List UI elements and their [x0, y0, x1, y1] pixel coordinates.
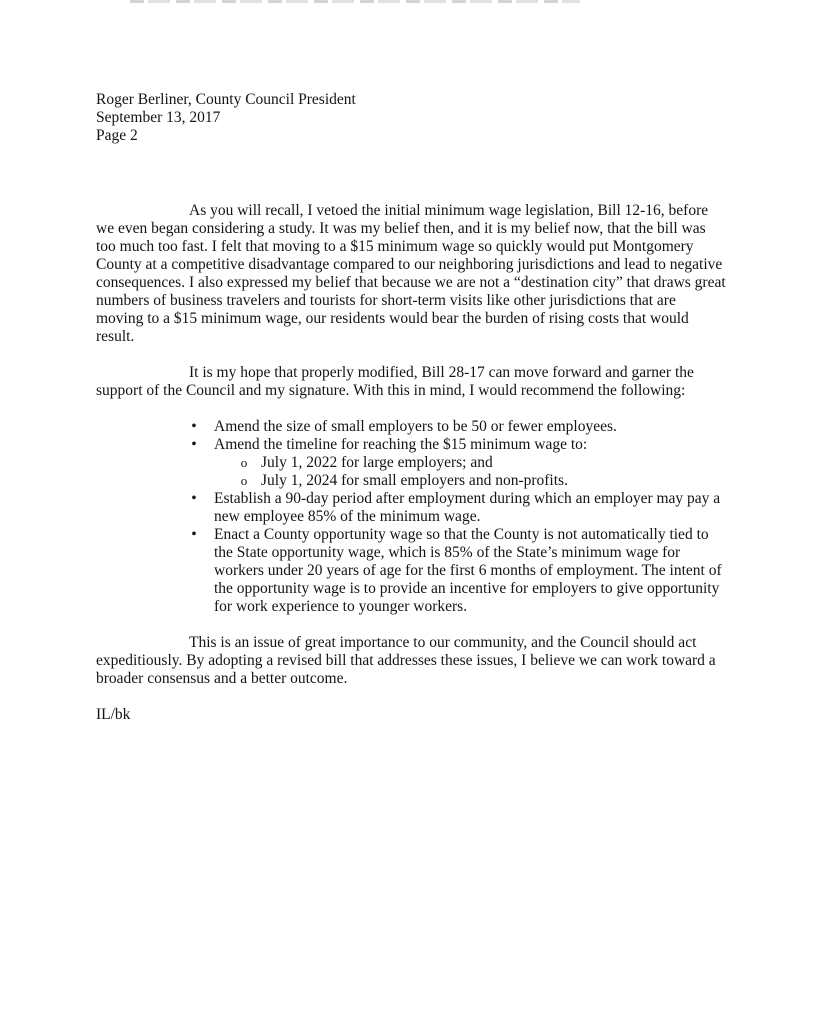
- bullet-icon: •: [191, 436, 197, 453]
- list-item-text: Establish a 90-day period after employment during which an employer may pay a new employee 85% of the minimum wage.: [214, 490, 721, 525]
- list-item: [191, 436, 726, 490]
- paragraph-veto-history: As you will recall, I vetoed the initial minimum wage legislation, Bill 12-16, before we even began considering a study. It was my belief then, and it is my belief now, that the bill was too much too fast. I felt that moving to a $15 minimum wage so quickly would put Montgomery County at a competitive disadvantage compared to our neighboring jurisdictions and lead to negative consequences. I also expressed my belief that because we are not a “destination city” that draws great numbers of business travelers and tourists for short-term visits like other jurisdictions that are moving to a $15 minimum wage, our residents would bear the burden of rising costs that would result.: [96, 202, 726, 345]
- list-item: [191, 418, 726, 436]
- recommendation-list: [96, 418, 726, 616]
- recipient-line: Roger Berliner, County Council President: [96, 91, 356, 108]
- letter-body: [96, 202, 726, 724]
- bullet-icon: •: [191, 490, 197, 507]
- circle-bullet-icon: o: [240, 473, 248, 488]
- list-item: [191, 526, 726, 616]
- circle-bullet-icon: o: [240, 455, 248, 470]
- list-item-text: Enact a County opportunity wage so that the County is not automatically tied to the State opportunity wage, which is 85% of the State’s minimum wage for workers under 20 years of age for the first 6 months of employment. The intent of the opportunity wage is to provide an incentive for employers to give opportunity for work experience to younger workers.: [214, 526, 722, 615]
- list-item-text: Amend the timeline for reaching the $15 minimum wage to:: [214, 436, 588, 453]
- bullet-icon: •: [191, 526, 197, 543]
- paragraph-closing: This is an issue of great importance to our community, and the Council should act expeditiously. By adopting a revised bill that addresses these issues, I believe we can work toward a broader consensus and a better outcome.: [96, 634, 716, 687]
- date-line: September 13, 2017: [96, 109, 221, 126]
- bullet-icon: •: [191, 418, 197, 435]
- sub-list-item-text: July 1, 2022 for large employers; and: [261, 454, 493, 471]
- scan-artifact: [130, 0, 580, 3]
- author-initials: IL/bk: [96, 706, 131, 723]
- page-number: Page 2: [96, 127, 138, 144]
- sub-list-item: [240, 454, 726, 472]
- sub-list-item-text: July 1, 2024 for small employers and non-profits.: [261, 472, 568, 489]
- list-item: [191, 490, 726, 526]
- sub-list-item: [240, 472, 726, 490]
- paragraph-recommendations-intro: It is my hope that properly modified, Bill 28-17 can move forward and garner the support of the Council and my signature. With this in mind, I would recommend the following:: [96, 364, 694, 399]
- list-item-text: Amend the size of small employers to be 50 or fewer employees.: [214, 418, 617, 435]
- letter-header: [96, 91, 736, 145]
- timeline-sublist: [214, 454, 726, 490]
